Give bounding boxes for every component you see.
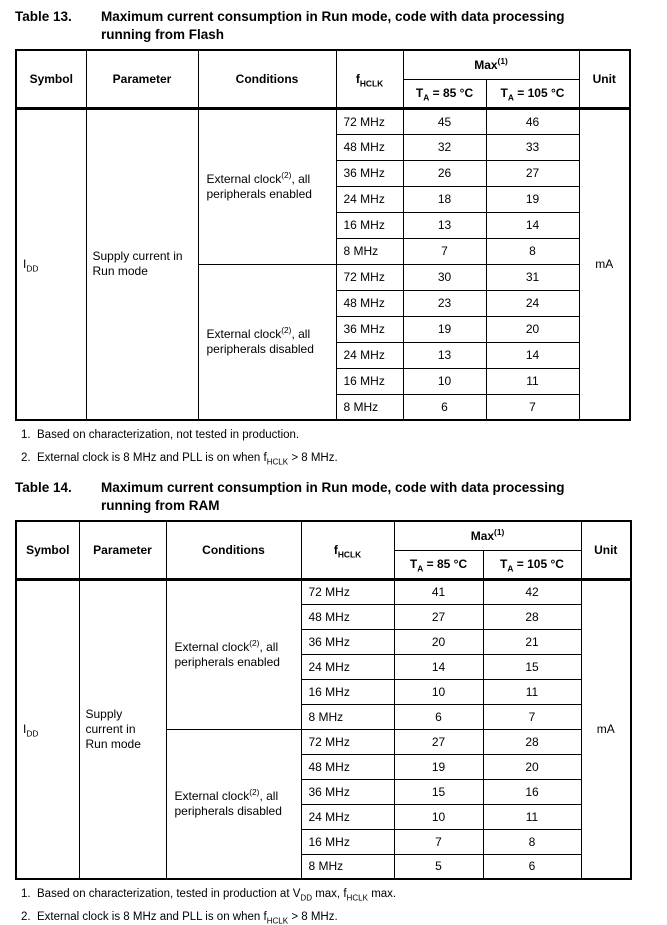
ta105-cell: 31 bbox=[486, 264, 579, 290]
fhclk-cell: 72 MHz bbox=[336, 108, 403, 134]
ta105-cell: 7 bbox=[486, 394, 579, 420]
ta85-cell: 41 bbox=[394, 579, 483, 604]
table-row bbox=[16, 579, 631, 604]
fhclk-cell: 48 MHz bbox=[301, 604, 394, 629]
ta85-cell: 14 bbox=[394, 654, 483, 679]
fhclk-cell: 36 MHz bbox=[336, 160, 403, 186]
ta105-cell: 27 bbox=[486, 160, 579, 186]
ta85-cell: 19 bbox=[403, 316, 486, 342]
fhclk-cell: 72 MHz bbox=[336, 264, 403, 290]
ta105-cell: 14 bbox=[486, 342, 579, 368]
ta85-cell: 10 bbox=[394, 679, 483, 704]
symbol-cell: $I_{DD}$ bbox=[16, 579, 79, 879]
ta85-cell: 19 bbox=[394, 754, 483, 779]
ta105-cell: 20 bbox=[483, 754, 581, 779]
ta85-cell: 15 bbox=[394, 779, 483, 804]
ta105-cell: 24 bbox=[486, 290, 579, 316]
ta105-cell: 11 bbox=[483, 679, 581, 704]
ta105-cell: 19 bbox=[486, 186, 579, 212]
header-ta85: $T_A = 85$ °C bbox=[394, 550, 483, 579]
header-parameter: Parameter bbox=[79, 521, 166, 579]
footnote: 2. External clock is 8 MHz and PLL is on when $f_{HCLK} > 8$ MHz. bbox=[21, 452, 338, 467]
ta105-cell: 8 bbox=[486, 238, 579, 264]
header-max: Max$^{(1)}$ bbox=[394, 521, 581, 550]
header-conditions: Conditions bbox=[198, 50, 336, 108]
table14-caption bbox=[15, 479, 647, 515]
ta85-cell: 7 bbox=[403, 238, 486, 264]
table14-caption-label: Table 14. bbox=[15, 480, 72, 495]
table14 bbox=[15, 520, 632, 880]
ta85-cell: 13 bbox=[403, 212, 486, 238]
conditions-cell: External clock$^{(2)}$, all peripherals disabled bbox=[198, 264, 336, 420]
table13-caption-label: Table 13. bbox=[15, 9, 72, 24]
ta85-cell: 7 bbox=[394, 829, 483, 854]
header-symbol: Symbol bbox=[16, 521, 79, 579]
ta105-cell: 11 bbox=[483, 804, 581, 829]
fhclk-cell: 48 MHz bbox=[336, 134, 403, 160]
conditions-cell: External clock$^{(2)}$, all peripherals enabled bbox=[166, 579, 301, 729]
ta105-cell: 15 bbox=[483, 654, 581, 679]
header-fhclk: $f_{HCLK}$ bbox=[336, 50, 403, 108]
ta85-cell: 5 bbox=[394, 854, 483, 879]
header-unit: Unit bbox=[581, 521, 631, 579]
ta105-cell: 28 bbox=[483, 604, 581, 629]
footnote: 1. Based on characterization, tested in production at $V_{DD}$ max, $f_{HCLK}$ max. bbox=[21, 888, 397, 903]
ta85-cell: 30 bbox=[403, 264, 486, 290]
header-unit: Unit bbox=[579, 50, 630, 108]
fhclk-cell: 24 MHz bbox=[301, 654, 394, 679]
table13 bbox=[15, 49, 631, 421]
ta85-cell: 26 bbox=[403, 160, 486, 186]
ta85-cell: 13 bbox=[403, 342, 486, 368]
ta105-cell: 20 bbox=[486, 316, 579, 342]
ta105-cell: 8 bbox=[483, 829, 581, 854]
ta85-cell: 6 bbox=[394, 704, 483, 729]
fhclk-cell: 36 MHz bbox=[301, 779, 394, 804]
header-conditions: Conditions bbox=[166, 521, 301, 579]
fhclk-cell: 16 MHz bbox=[336, 212, 403, 238]
ta105-cell: 7 bbox=[483, 704, 581, 729]
parameter-cell: Supply current in Run mode bbox=[79, 579, 166, 879]
fhclk-cell: 48 MHz bbox=[301, 754, 394, 779]
ta105-cell: 14 bbox=[486, 212, 579, 238]
conditions-cell: External clock$^{(2)}$, all peripherals enabled bbox=[198, 108, 336, 264]
ta85-cell: 10 bbox=[394, 804, 483, 829]
fhclk-cell: 16 MHz bbox=[336, 368, 403, 394]
ta105-cell: 21 bbox=[483, 629, 581, 654]
footnote: 1. Based on characterization, not tested in production. bbox=[21, 429, 300, 441]
header-ta85: $T_A = 85$ °C bbox=[403, 79, 486, 108]
header-ta105: $T_A = 105$ °C bbox=[483, 550, 581, 579]
fhclk-cell: 8 MHz bbox=[336, 238, 403, 264]
table13-footnotes bbox=[15, 428, 647, 466]
table14-footnotes bbox=[15, 887, 647, 925]
ta85-cell: 32 bbox=[403, 134, 486, 160]
ta105-cell: 42 bbox=[483, 579, 581, 604]
table13-caption bbox=[15, 8, 647, 44]
ta85-cell: 27 bbox=[394, 729, 483, 754]
ta85-cell: 20 bbox=[394, 629, 483, 654]
fhclk-cell: 16 MHz bbox=[301, 829, 394, 854]
ta105-cell: 11 bbox=[486, 368, 579, 394]
ta105-cell: 33 bbox=[486, 134, 579, 160]
fhclk-cell: 24 MHz bbox=[336, 186, 403, 212]
header-ta105: $T_A = 105$ °C bbox=[486, 79, 579, 108]
fhclk-cell: 8 MHz bbox=[301, 854, 394, 879]
ta85-cell: 18 bbox=[403, 186, 486, 212]
fhclk-cell: 8 MHz bbox=[301, 704, 394, 729]
ta105-cell: 6 bbox=[483, 854, 581, 879]
fhclk-cell: 48 MHz bbox=[336, 290, 403, 316]
unit-cell: mA bbox=[579, 108, 630, 420]
fhclk-cell: 16 MHz bbox=[301, 679, 394, 704]
table13-caption-text: Maximum current consumption in Run mode, code with data processing running from Flash bbox=[101, 9, 565, 42]
header-fhclk: $f_{HCLK}$ bbox=[301, 521, 394, 579]
fhclk-cell: 24 MHz bbox=[301, 804, 394, 829]
fhclk-cell: 36 MHz bbox=[301, 629, 394, 654]
table14-caption-text: Maximum current consumption in Run mode, code with data processing running from RAM bbox=[101, 480, 565, 513]
ta85-cell: 23 bbox=[403, 290, 486, 316]
ta105-cell: 46 bbox=[486, 108, 579, 134]
header-max: Max$^{(1)}$ bbox=[403, 50, 579, 79]
header-symbol: Symbol bbox=[16, 50, 86, 108]
symbol-cell: $I_{DD}$ bbox=[16, 108, 86, 420]
ta85-cell: 27 bbox=[394, 604, 483, 629]
ta85-cell: 6 bbox=[403, 394, 486, 420]
conditions-cell: External clock$^{(2)}$, all peripherals disabled bbox=[166, 729, 301, 879]
ta85-cell: 45 bbox=[403, 108, 486, 134]
table-row bbox=[16, 108, 630, 134]
fhclk-cell: 24 MHz bbox=[336, 342, 403, 368]
header-parameter: Parameter bbox=[86, 50, 198, 108]
parameter-cell: Supply current in Run mode bbox=[86, 108, 198, 420]
fhclk-cell: 8 MHz bbox=[336, 394, 403, 420]
ta85-cell: 10 bbox=[403, 368, 486, 394]
ta105-cell: 28 bbox=[483, 729, 581, 754]
fhclk-cell: 72 MHz bbox=[301, 579, 394, 604]
fhclk-cell: 72 MHz bbox=[301, 729, 394, 754]
fhclk-cell: 36 MHz bbox=[336, 316, 403, 342]
footnote: 2. External clock is 8 MHz and PLL is on when $f_{HCLK} > 8$ MHz. bbox=[21, 911, 338, 925]
ta105-cell: 16 bbox=[483, 779, 581, 804]
unit-cell: mA bbox=[581, 579, 631, 879]
